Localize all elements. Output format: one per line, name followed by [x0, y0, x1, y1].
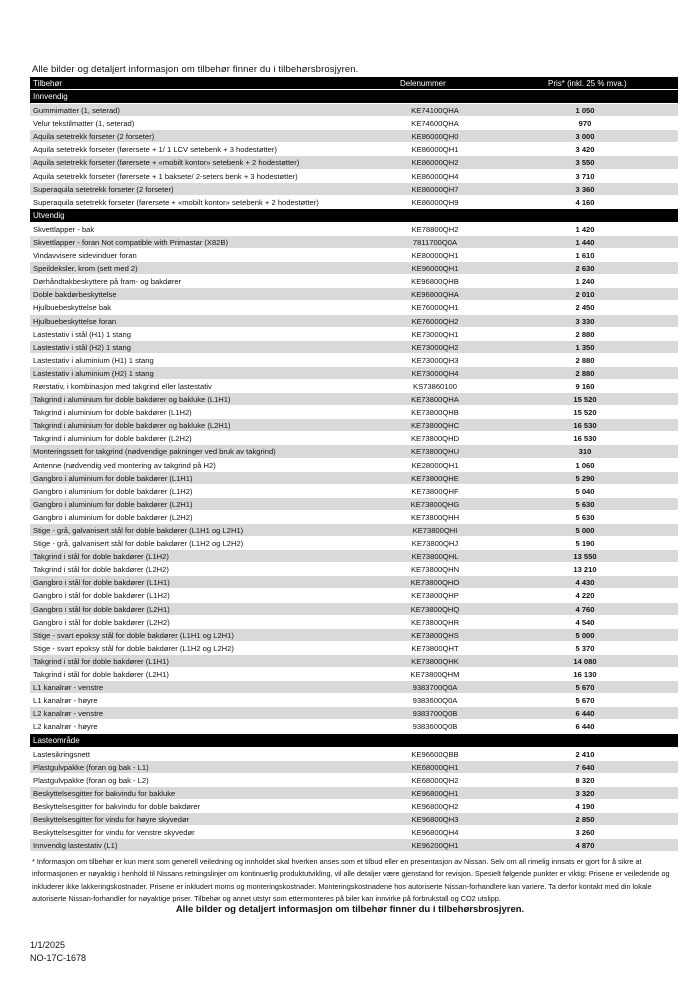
table-row — [30, 550, 678, 563]
table-row — [30, 130, 678, 143]
section-header — [30, 90, 678, 104]
intro-text: Alle bilder og detaljert informasjon om tilbehør finner du i tilbehørsbrosjyren. — [32, 64, 359, 75]
table-row — [30, 459, 678, 472]
table-row — [30, 537, 678, 550]
price: 14 080 — [573, 656, 597, 666]
table-row — [30, 787, 678, 800]
accessory-name: Takgrind i stål for doble bakdører (L1H1) — [33, 656, 169, 666]
part-number: KE86000QH0 — [411, 132, 459, 142]
part-number: KE73800QHU — [410, 447, 460, 457]
accessory-name: Takgrind i stål for doble bakdører (L2H1) — [33, 670, 169, 680]
accessory-name: Gummimatter (1, seterad) — [33, 106, 120, 116]
part-number: KE73800QHH — [410, 512, 460, 522]
part-number: KE96200QH1 — [411, 841, 459, 851]
price: 13 550 — [573, 552, 597, 562]
table-row — [30, 170, 678, 183]
price: 1 610 — [575, 251, 595, 261]
accessory-name: Monteringssett for takgrind (nødvendige pakninger ved bruk av takgrind) — [33, 447, 276, 457]
section-title: Innvendig — [33, 92, 68, 102]
part-number: KE76000QH1 — [411, 303, 459, 313]
part-number: KE68000QH2 — [411, 775, 459, 785]
accessory-name: Aquila setetrekk forseter (førersete + 1/ 1 LCV setebenk + 3 hodestøtter) — [33, 145, 277, 155]
part-number: KE73000QH4 — [411, 368, 459, 378]
price: 5 190 — [575, 539, 595, 549]
price: 1 050 — [575, 106, 595, 116]
column-header-accessory: Tilbehør — [33, 79, 63, 88]
price: 5 670 — [575, 683, 595, 693]
part-number: KE76000QH2 — [411, 316, 459, 326]
accessory-name: Gangbro i stål for doble bakdører (L2H1) — [33, 604, 170, 614]
part-number: KE74600QHA — [411, 119, 459, 129]
table-row — [30, 576, 678, 589]
accessory-name: Takgrind i stål for doble bakdører (L2H2) — [33, 565, 169, 575]
table-row — [30, 524, 678, 537]
price: 7 640 — [575, 762, 595, 772]
part-number: KE73800QHT — [411, 643, 459, 653]
price: 1 060 — [575, 460, 595, 470]
price: 3 320 — [575, 788, 595, 798]
accessory-name: Lastestativ i aluminium (H1) 1 stang — [33, 355, 154, 365]
table-row — [30, 117, 678, 130]
price: 8 320 — [575, 775, 595, 785]
part-number: KE73800QHO — [410, 578, 460, 588]
accessory-name: Superaquila setetrekk forseter (førersete + «mobilt kontor» setebenk + 2 hodestøtter) — [33, 197, 319, 207]
part-number: KE73800QHR — [410, 617, 460, 627]
price: 5 040 — [575, 486, 595, 496]
accessory-name: Takgrind i aluminium for doble bakdører og bakluke (L1H1) — [33, 395, 231, 405]
table-row — [30, 236, 678, 249]
price: 3 000 — [575, 132, 595, 142]
price: 2 410 — [575, 749, 595, 759]
part-number: KE86000QH7 — [411, 184, 459, 194]
price: 13 210 — [573, 565, 597, 575]
table-row — [30, 826, 678, 839]
price: 1 440 — [575, 237, 595, 247]
part-number: KE73800QHM — [410, 670, 460, 680]
table-row — [30, 668, 678, 681]
table-row — [30, 104, 678, 117]
section-header — [30, 734, 678, 748]
accessory-name: Superaquila setetrekk forseter (2 forseter) — [33, 184, 174, 194]
part-number: KE86000QH1 — [411, 145, 459, 155]
table-row — [30, 249, 678, 262]
section-title: Utvendig — [33, 210, 65, 220]
table-row — [30, 813, 678, 826]
accessory-name: Gangbro i aluminium for doble bakdører (L2H2) — [33, 512, 193, 522]
part-number: KE73000QH1 — [411, 329, 459, 339]
price: 4 870 — [575, 841, 595, 851]
price: 4 430 — [575, 578, 595, 588]
accessory-name: Lastesikringsnett — [33, 749, 90, 759]
part-number: KE73800QHP — [411, 591, 459, 601]
part-number: 9383700Q0A — [412, 683, 458, 693]
price: 3 420 — [575, 145, 595, 155]
section-title: Lasteområde — [33, 735, 80, 745]
price: 5 370 — [575, 643, 595, 653]
part-number: KE96000QH1 — [411, 264, 459, 274]
table-row — [30, 223, 678, 236]
accessory-name: Stige - svart epoksy stål for doble bakdører (L1H1 og L2H1) — [33, 630, 234, 640]
table-row — [30, 183, 678, 196]
price: 970 — [578, 119, 592, 129]
price: 5 670 — [575, 696, 595, 706]
table-row — [30, 681, 678, 694]
part-number: KE74100QHA — [411, 106, 459, 116]
column-header-part-number: Delenummer — [400, 79, 446, 88]
table-row — [30, 761, 678, 774]
price: 5 000 — [575, 630, 595, 640]
table-row — [30, 406, 678, 419]
accessory-name: Beskyttelsesgitter for bakvindu for doble bakdører — [33, 801, 201, 811]
part-number: KE96800QHA — [411, 290, 459, 300]
part-number: KE73800QHG — [410, 499, 460, 509]
table-header — [30, 77, 678, 90]
price: 5 630 — [575, 499, 595, 509]
price: 5 290 — [575, 473, 595, 483]
accessory-name: Hjulbuebeskyttelse bak — [33, 303, 112, 313]
part-number: KE73800QHK — [411, 656, 459, 666]
price: 4 160 — [575, 197, 595, 207]
part-number: KE73800QHS — [411, 630, 459, 640]
price: 5 000 — [575, 526, 595, 535]
part-number: KE73800QHJ — [411, 539, 459, 549]
part-number: KE28000QH1 — [411, 460, 459, 470]
accessory-name: Stige - svart epoksy stål for doble bakdører (L1H2 og L2H2) — [33, 643, 234, 653]
accessory-name: Gangbro i aluminium for doble bakdører (L1H2) — [33, 486, 193, 496]
price: 16 530 — [573, 421, 597, 431]
accessory-name: Gangbro i aluminium for doble bakdører (L1H1) — [33, 473, 193, 483]
part-number: 9383600Q0A — [412, 696, 458, 706]
table-row — [30, 616, 678, 629]
document-date: 1/1/2025 — [30, 940, 66, 950]
accessory-name: Lastestativ i aluminium (H2) 1 stang — [33, 368, 154, 378]
table-row — [30, 839, 678, 852]
accessory-name: L2 kanalrør - høyre — [33, 722, 98, 732]
price: 2 880 — [575, 368, 595, 378]
part-number: KE73000QH3 — [411, 355, 459, 365]
part-number: KE80000QH1 — [411, 251, 459, 261]
table-row — [30, 367, 678, 380]
part-number: KS73860100 — [413, 381, 457, 391]
price: 2 880 — [575, 355, 595, 365]
accessory-name: Rørstativ, i kombinasjon med takgrind eller lastestativ — [33, 381, 212, 391]
part-number: KE78800QH2 — [411, 224, 459, 234]
table-row — [30, 748, 678, 761]
part-number: 9383700Q0B — [412, 709, 458, 719]
accessories-price-table — [30, 77, 678, 852]
footnote: * Informasjon om tilbehør er kun ment som generell veiledning og innholdet skal hverken anses som et tilbud eller en presentasjon av Nissan. Selv om all rimelig innsats er gjort for å sikre at informasjonen er nøyaktig i henhold til Nissans retningslinjer om kontinuerlig produktutvikling, vil alle detaljer være gjenstand for revisjon. Spesielt følgende punkter er viktig: Prisene er veiledende og inkluderer ikke lakkeringskostnader. Prisene er inkludert moms og monteringskostnader. Monteringskostnadene hos autoriserte Nissan-forhandlere kan variere. Ta derfor kontakt med din lokale autoriserte Nissan-forhandler for nøyaktige priser. Tilbehør og annet utstyr som ettermonteres på biler kan innvirke på forbrukstall og CO2 utslipp. — [32, 857, 670, 904]
part-number: KE73800QHB — [411, 408, 459, 418]
price: 15 520 — [573, 408, 597, 418]
part-number: KE96800QH4 — [411, 828, 459, 838]
table-row — [30, 328, 678, 341]
price: 9 160 — [575, 381, 595, 391]
table-row — [30, 393, 678, 406]
accessory-name: Plastgulvpakke (foran og bak - L2) — [33, 775, 149, 785]
table-row — [30, 432, 678, 445]
accessory-name: L2 kanalrør - venstre — [33, 709, 104, 719]
part-number: 9383600Q0B — [412, 722, 458, 732]
price: 4 190 — [575, 801, 595, 811]
accessory-name: Stige - grå, galvanisert stål for doble bakdører (L1H2 og L2H2) — [33, 539, 244, 549]
table-row — [30, 262, 678, 275]
table-row — [30, 445, 678, 458]
table-row — [30, 774, 678, 787]
part-number: KE73800QHD — [410, 434, 460, 444]
part-number: KE73800QHI — [412, 526, 458, 535]
price: 16 130 — [573, 670, 597, 680]
table-row — [30, 498, 678, 511]
price: 15 520 — [573, 395, 597, 405]
table-row — [30, 720, 678, 733]
price: 3 710 — [575, 171, 595, 181]
part-number: KE96800QHB — [411, 277, 459, 287]
table-row — [30, 694, 678, 707]
table-row — [30, 380, 678, 393]
price: 4 540 — [575, 617, 595, 627]
table-row — [30, 288, 678, 301]
accessory-name: Antenne (nødvendig ved montering av takgrind på H2) — [33, 460, 216, 470]
table-row — [30, 196, 678, 209]
table-row — [30, 419, 678, 432]
price: 3 330 — [575, 316, 595, 326]
accessory-name: Gangbro i stål for doble bakdører (L1H2) — [33, 591, 170, 601]
accessory-name: Innvendig lastestativ (L1) — [33, 841, 118, 851]
table-row — [30, 655, 678, 668]
accessory-name: Speildeksler, krom (sett med 2) — [33, 264, 138, 274]
accessory-name: Doble bakdørbeskyttelse — [33, 290, 117, 300]
table-row — [30, 800, 678, 813]
accessory-name: Lastestativ i stål (H1) 1 stang — [33, 329, 131, 339]
table-row — [30, 707, 678, 720]
table-row — [30, 472, 678, 485]
table-row — [30, 642, 678, 655]
table-row — [30, 603, 678, 616]
accessory-name: L1 kanalrør - venstre — [33, 683, 104, 693]
part-number: KE96800QH3 — [411, 814, 459, 824]
accessory-name: Gangbro i aluminium for doble bakdører (L2H1) — [33, 499, 193, 509]
price: 16 530 — [573, 434, 597, 444]
accessory-name: L1 kanalrør - høyre — [33, 696, 98, 706]
price: 310 — [578, 447, 592, 457]
price: 3 360 — [575, 184, 595, 194]
closing-note: Alle bilder og detaljert informasjon om tilbehør finner du i tilbehørsbrosjyren. — [175, 904, 525, 915]
price: 1 350 — [575, 342, 595, 352]
accessory-name: Plastgulvpakke (foran og bak - L1) — [33, 762, 149, 772]
price: 1 420 — [575, 224, 595, 234]
part-number: KE96800QH1 — [411, 788, 459, 798]
part-number: KE73000QH2 — [411, 342, 459, 352]
accessory-name: Lastestativ i stål (H2) 1 stang — [33, 342, 131, 352]
part-number: KE86000QH4 — [411, 171, 459, 181]
part-number: 7811700Q0A — [412, 237, 458, 247]
accessory-name: Velur tekstilmatter (1, seterad) — [33, 119, 135, 129]
price: 3 260 — [575, 828, 595, 838]
accessory-name: Takgrind i stål for doble bakdører (L1H2) — [33, 552, 169, 562]
price: 4 220 — [575, 591, 595, 601]
table-row — [30, 275, 678, 288]
accessory-name: Hjulbuebeskyttelse foran — [33, 316, 117, 326]
table-row — [30, 156, 678, 169]
accessory-name: Skvettlapper - bak — [33, 224, 95, 234]
table-row — [30, 589, 678, 602]
table-row — [30, 511, 678, 524]
price: 2 450 — [575, 303, 595, 313]
part-number: KE73800QHF — [411, 486, 459, 496]
part-number: KE86000QH2 — [411, 158, 459, 168]
price: 3 550 — [575, 158, 595, 168]
part-number: KE73800QHC — [410, 421, 460, 431]
part-number: KE73800QHL — [411, 552, 459, 562]
table-row — [30, 563, 678, 576]
price: 6 440 — [575, 722, 595, 732]
document-code: NO-17C-1678 — [30, 953, 87, 963]
part-number: KE96600QBB — [411, 749, 459, 759]
table-row — [30, 143, 678, 156]
accessory-name: Skvettlapper - foran Not compatible with Primastar (X82B) — [33, 237, 228, 247]
accessory-name: Vindavvisere sidevinduer foran — [33, 251, 137, 261]
accessory-name: Beskyttelsesgitter for vindu for høyre skyvedør — [33, 814, 190, 824]
accessory-name: Beskyttelsesgitter for bakvindu for bakluke — [33, 788, 176, 798]
accessory-name: Beskyttelsesgitter for vindu for venstre skyvedør — [33, 828, 195, 838]
column-header-price: Pris* (inkl. 25 % mva.) — [548, 79, 627, 88]
accessory-name: Aquila setetrekk forseter (2 forseter) — [33, 132, 155, 142]
part-number: KE73800QHA — [411, 395, 459, 405]
accessory-name: Takgrind i aluminium for doble bakdører (L1H2) — [33, 408, 192, 418]
price: 2 630 — [575, 264, 595, 274]
table-row — [30, 485, 678, 498]
price: 4 760 — [575, 604, 595, 614]
price: 1 240 — [575, 277, 595, 287]
part-number: KE73800QHQ — [410, 604, 460, 614]
part-number: KE68000QH1 — [411, 762, 459, 772]
accessory-name: Dørhåndtakbeskyttere på fram- og bakdører — [33, 277, 182, 287]
table-row — [30, 341, 678, 354]
part-number: KE96800QH2 — [411, 801, 459, 811]
part-number: KE73800QHN — [410, 565, 460, 575]
price: 6 440 — [575, 709, 595, 719]
accessory-name: Stige - grå, galvanisert stål for doble bakdører (L1H1 og L2H1) — [33, 526, 244, 535]
part-number: KE73800QHE — [411, 473, 459, 483]
price: 5 630 — [575, 512, 595, 522]
accessory-name: Aquila setetrekk forseter (førersete + 1 baksete/ 2-seters benk + 3 hodestøtter) — [33, 171, 298, 181]
part-number: KE86000QH9 — [411, 197, 459, 207]
price: 2 850 — [575, 814, 595, 824]
table-row — [30, 315, 678, 328]
table-row — [30, 354, 678, 367]
price: 2 010 — [575, 290, 595, 300]
accessory-name: Gangbro i stål for doble bakdører (L1H1) — [33, 578, 170, 588]
accessory-name: Takgrind i aluminium for doble bakdører (L2H2) — [33, 434, 192, 444]
accessory-name: Takgrind i aluminium for doble bakdører og bakluke (L2H1) — [33, 421, 231, 431]
price: 2 880 — [575, 329, 595, 339]
accessory-name: Aquila setetrekk forseter (førersete + «mobilt kontor» setebenk + 2 hodestøtter) — [33, 158, 300, 168]
table-row — [30, 301, 678, 314]
accessory-name: Gangbro i stål for doble bakdører (L2H2) — [33, 617, 170, 627]
table-row — [30, 629, 678, 642]
section-header — [30, 209, 678, 223]
